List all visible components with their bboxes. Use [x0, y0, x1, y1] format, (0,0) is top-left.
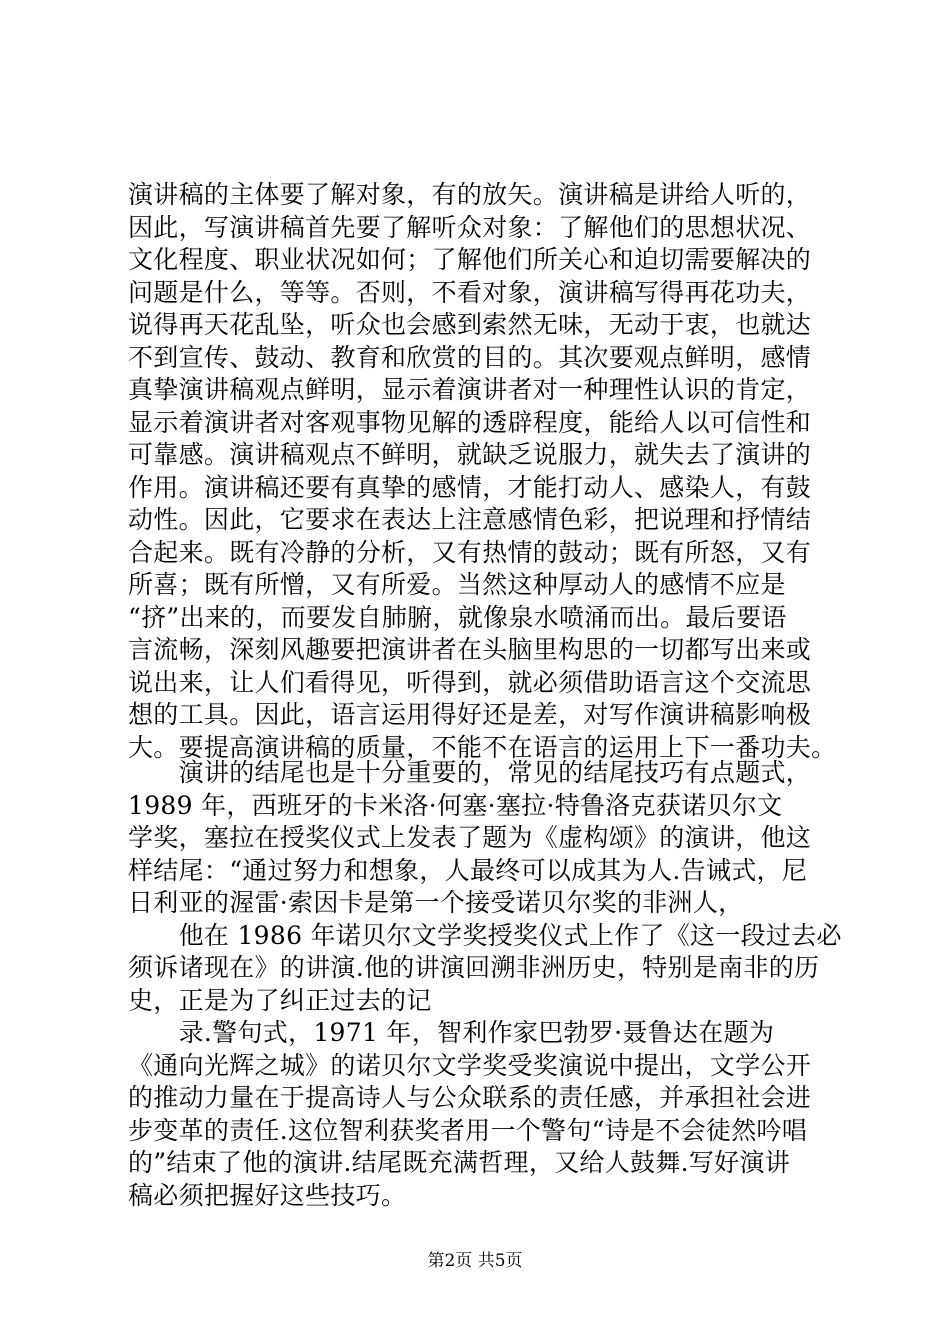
text-line: “挤”出来的，而要发自肺腑，就像泉水喷涌而出。最后要语 — [128, 602, 787, 632]
text-line: 1989 年，西班牙的卡米洛·何塞·塞拉·特鲁洛克获诺贝尔文 — [128, 790, 783, 820]
text-line: 演讲的结尾也是十分重要的，常见的结尾技巧有点题式， — [128, 758, 812, 787]
text-line: 显示着演讲者对客观事物见解的透辟程度，能给人以可信性和 — [128, 407, 812, 437]
text-line: 录.警句式，1971 年，智利作家巴勃罗·聂鲁达在题为 — [128, 1018, 775, 1047]
text-line: 演讲稿的主体要了解对象，有的放矢。演讲稿是讲给人听的， — [128, 180, 812, 209]
text-line: 合起来。既有冷静的分析，又有热情的鼓动；既有所怒，又有 — [128, 537, 812, 567]
text-line: 问题是什么，等等。否则，不看对象，演讲稿写得再花功夫， — [128, 277, 812, 307]
text-line: 所喜；既有所憎，又有所爱。当然这种厚动人的感情不应是 — [128, 570, 786, 599]
text-line: 动性。因此，它要求在表达上注意感情色彩，把说理和抒情结 — [128, 505, 812, 534]
text-line: 《通向光辉之城》的诺贝尔文学奖受奖演说中提出，文学公开 — [128, 1050, 812, 1080]
text-line: 他在 1986 年诺贝尔文学奖授奖仪式上作了《这一段过去必 — [128, 920, 842, 950]
text-line: 说得再天花乱坠，听众也会感到索然无味，无动于衷，也就达 — [128, 310, 812, 339]
text-line: 说出来，让人们看得见，听得到，就必须借助语言这个交流思 — [128, 667, 812, 697]
page-number: 第2页 共5页 — [427, 1251, 523, 1271]
text-line: 样结尾：“通过努力和想象，人最终可以成其为人.告诫式，尼 — [128, 855, 808, 885]
text-line: 学奖，塞拉在授奖仪式上发表了题为《虚构颂》的演讲，他这 — [128, 823, 812, 852]
page-footer — [0, 1246, 950, 1271]
text-line: 大。要提高演讲稿的质量，不能不在语言的运用上下一番功夫。 — [128, 732, 837, 762]
text-line: 作用。演讲稿还要有真挚的感情，才能打动人、感染人，有鼓 — [128, 472, 812, 502]
text-line: 言流畅，深刻风趣要把演讲者在头脑里构思的一切都写出来或 — [128, 635, 812, 664]
text-line: 真挚演讲稿观点鲜明，显示着演讲者对一种理性认识的肯定， — [128, 375, 812, 404]
text-line: 的”结束了他的演讲.结尾既充满哲理，又给人鼓舞.写好演讲 — [128, 1148, 791, 1177]
text-line: 不到宣传、鼓动、教育和欣赏的目的。其次要观点鲜明，感情 — [128, 342, 812, 372]
text-line: 的推动力量在于提高诗人与公众联系的责任感，并承担社会进 — [128, 1083, 812, 1112]
text-line: 因此，写演讲稿首先要了解听众对象：了解他们的思想状况、 — [128, 212, 812, 242]
paragraph-speech-ending — [128, 757, 842, 1212]
text-line: 日利亚的渥雷·索因卡是第一个接受诺贝尔奖的非洲人， — [128, 888, 744, 917]
paragraph-speech-body — [128, 179, 837, 764]
text-line: 稿必须把握好这些技巧。 — [128, 1180, 407, 1210]
text-line: 须诉诸现在》的讲演.他的讲演回溯非洲历史，特别是南非的历 — [128, 953, 820, 982]
text-line: 想的工具。因此，语言运用得好还是差，对写作演讲稿影响极 — [128, 700, 812, 729]
text-line: 步变革的责任.这位智利获奖者用一个警句“诗是不会徒然吟唱 — [128, 1115, 808, 1145]
text-line: 可靠感。演讲稿观点不鲜明，就缺乏说服力，就失去了演讲的 — [128, 440, 812, 469]
text-line: 文化程度、职业状况如何；了解他们所关心和迫切需要解决的 — [128, 245, 812, 274]
text-line: 史，正是为了纠正过去的记 — [128, 985, 432, 1015]
